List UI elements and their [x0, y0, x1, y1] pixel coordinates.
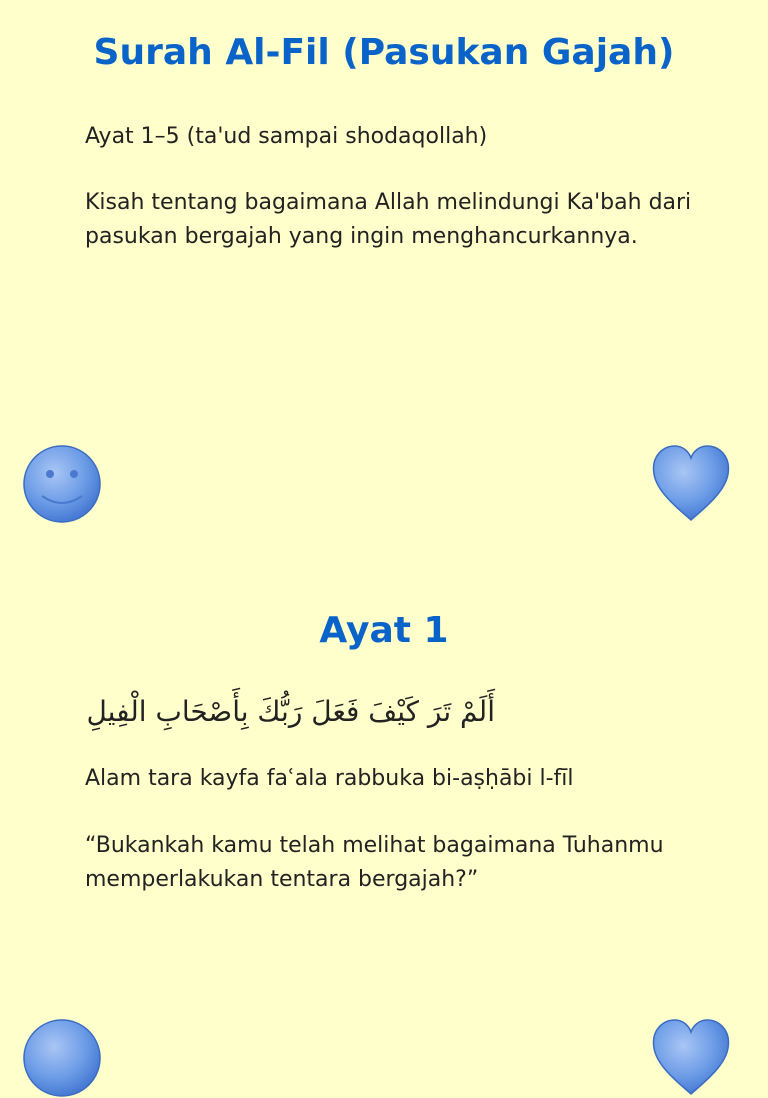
transliteration: Alam tara kayfa faʿala rabbuka bi-aṣḥābi l-fīl	[85, 766, 574, 791]
slide-title: Surah Al-Fil (Pasukan Gajah)	[93, 32, 675, 73]
heart-icon	[651, 444, 731, 524]
slide-title: Ayat 1	[319, 610, 449, 651]
smiley-icon	[22, 444, 102, 524]
arabic-verse: أَلَمْ تَرَ كَيْفَ فَعَلَ رَبُّكَ بِأَصْحَابِ الْفِيلِ	[86, 695, 495, 728]
translation: “Bukankah kamu telah melihat bagaimana Tuhanmu memperlakukan tentara bergajah?”	[85, 833, 664, 892]
heart-icon	[651, 1018, 731, 1098]
slide-ayat-1	[0, 580, 768, 1024]
slide-subtitle: Ayat 1–5 (ta'ud sampai shodaqollah)	[85, 124, 488, 149]
smiley-icon	[22, 1018, 102, 1098]
slide-description: Kisah tentang bagaimana Allah melindungi Ka'bah dari pasukan bergajah yang ingin menghancurkannya.	[85, 190, 692, 249]
